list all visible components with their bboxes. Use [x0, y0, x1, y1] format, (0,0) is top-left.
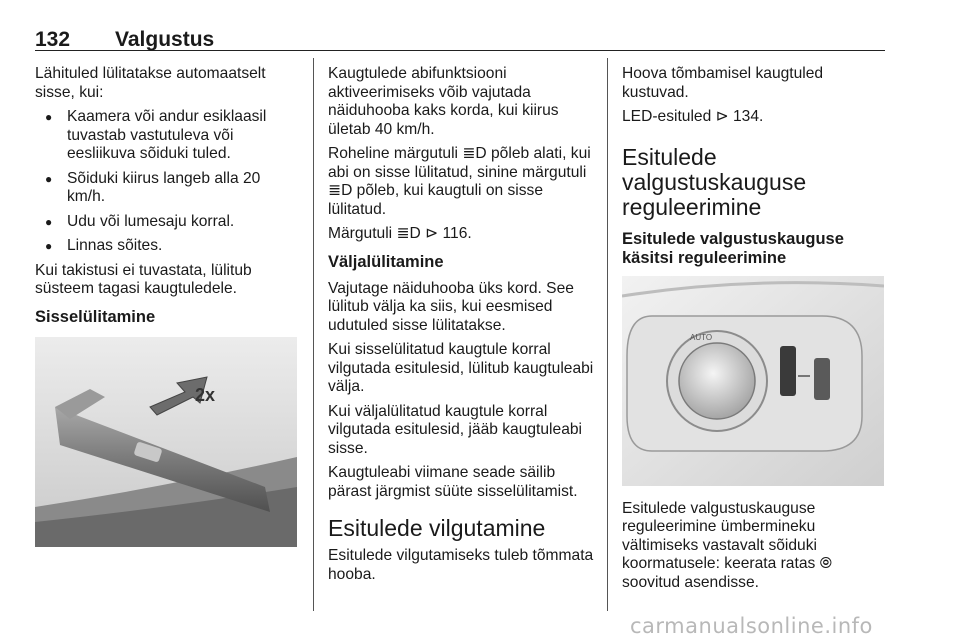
paragraph: LED-esituled ⊳ 134.	[622, 108, 764, 125]
column-divider	[313, 58, 314, 611]
conditions-list	[35, 108, 297, 256]
paragraph: Vajutage näiduhooba üks kord. See lülitub välja ka siis, kui eesmised udutuled sisse lülitatakse.	[328, 279, 574, 334]
list-item: ● Linnas sõites.	[35, 237, 297, 256]
heading-switch-on: Sisselülitamine	[35, 307, 156, 326]
column-2	[328, 65, 594, 590]
paragraph: Kaugtulede abifunktsiooni aktiveerimiseks võib vajutada näiduhooba kaks korda, kui kiirus ületab 40 km/h.	[328, 65, 559, 138]
light-switch-illustration	[622, 276, 884, 486]
paragraph: Kui väljalülitatud kaugtule korral vilgutada esitulesid, jääb kaugtuleabi sisse.	[328, 402, 583, 457]
list-item: ● Sõiduki kiirus langeb alla 20 km/h.	[35, 170, 297, 207]
column-1	[35, 65, 297, 547]
heading-switch-off: Väljalülitamine	[328, 252, 444, 271]
paragraph: Esitulede valgustuskauguse reguleerimine ümbermineku vältimiseks vastavalt sõiduki koormatusele: keerata ratas ⦾ soovitud asendisse.	[622, 499, 833, 591]
paragraph: Esitulede vilgutamiseks tuleb tõmmata hooba.	[328, 547, 594, 583]
paragraph: Kaugtuleabi viimane seade säilib pärast järgmist süüte sisselülitamist.	[328, 464, 578, 500]
paragraph: Roheline märgutuli ≣D põleb alati, kui abi on sisse lülitatud, sinine märgutuli ≣D põleb, kui kaugtuli on sisse lülitatud.	[328, 145, 591, 218]
auto-label: AUTO	[690, 332, 713, 342]
heading-headlight-flash: Esitulede vilgutamine	[328, 515, 546, 541]
list-item: ● Udu või lumesaju korral.	[35, 213, 297, 232]
stalk-illustration	[35, 337, 297, 547]
page-header	[35, 26, 885, 51]
section-title: Valgustus	[115, 28, 215, 51]
paragraph: Märgutuli ≣D ⊳ 116.	[328, 225, 472, 242]
column-3	[622, 65, 886, 598]
intro-paragraph: Lähituled lülitatakse automaatselt sisse, kui:	[35, 65, 266, 101]
watermark: carmanualsonline.info	[630, 614, 873, 638]
paragraph: Kui sisselülitatud kaugtule korral vilgutada esitulesid, lülitub kaugtuleabi välja.	[328, 341, 594, 395]
heading-headlight-range: Esitulede valgustuskauguse reguleerimine	[622, 143, 807, 220]
heading-manual-range: Esitulede valgustuskauguse käsitsi reguleerimine	[622, 229, 844, 267]
column-divider	[607, 58, 608, 611]
page-number: 132	[35, 28, 71, 51]
fallback-paragraph: Kui takistusi ei tuvastata, lülitub süsteem tagasi kaugtuledele.	[35, 261, 252, 297]
paragraph: Hoova tõmbamisel kaugtuled kustuvad.	[622, 65, 824, 101]
press-twice-label: 2x	[195, 384, 216, 405]
list-item: ● Kaamera või andur esiklaasil tuvastab vastutuleva või eesliikuva sõiduki tuled.	[35, 108, 297, 164]
